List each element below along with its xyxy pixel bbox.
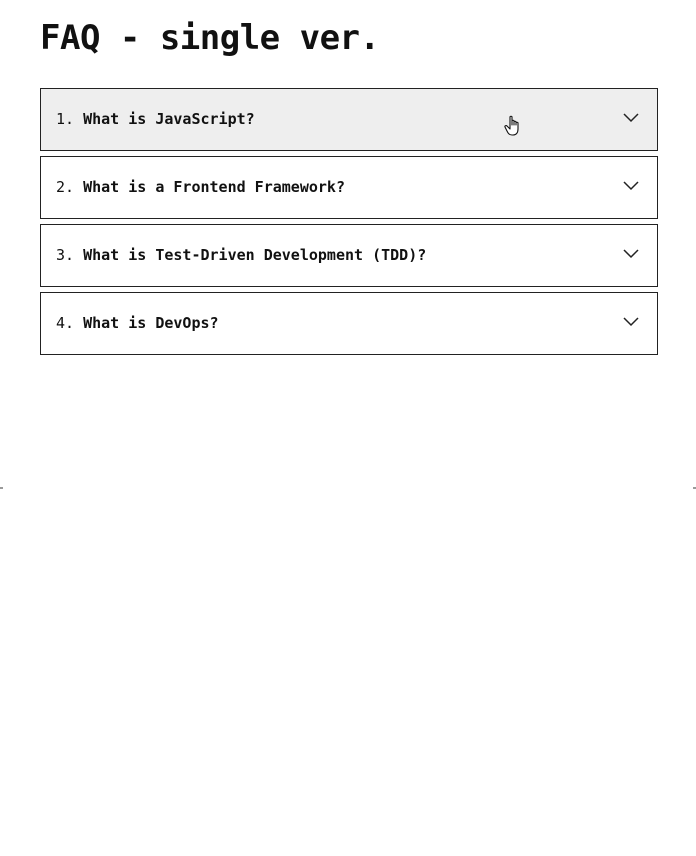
faq-question <box>56 293 219 353</box>
faq-question-text: What is Test-Driven Development (TDD)? <box>83 246 427 264</box>
faq-question <box>56 225 426 285</box>
edge-mark-left <box>0 487 3 489</box>
chevron-down-icon[interactable] <box>623 181 639 191</box>
faq-number: 2. <box>56 178 75 196</box>
faq-question-text: What is DevOps? <box>83 314 219 332</box>
page-title: FAQ - single ver. <box>40 18 380 58</box>
chevron-down-icon[interactable] <box>623 113 639 123</box>
faq-list <box>40 88 658 360</box>
faq-item-3[interactable] <box>40 224 658 287</box>
faq-number: 1. <box>56 110 75 128</box>
faq-item-2[interactable] <box>40 156 658 219</box>
faq-question-text: What is a Frontend Framework? <box>83 178 345 196</box>
faq-question <box>56 157 345 217</box>
faq-item-1[interactable] <box>40 88 658 151</box>
faq-item-4[interactable] <box>40 292 658 355</box>
faq-number: 4. <box>56 314 75 332</box>
hand-pointer-cursor-icon <box>503 115 523 137</box>
faq-question-text: What is JavaScript? <box>83 110 255 128</box>
faq-number: 3. <box>56 246 75 264</box>
chevron-down-icon[interactable] <box>623 317 639 327</box>
chevron-down-icon[interactable] <box>623 249 639 259</box>
faq-question <box>56 89 255 149</box>
